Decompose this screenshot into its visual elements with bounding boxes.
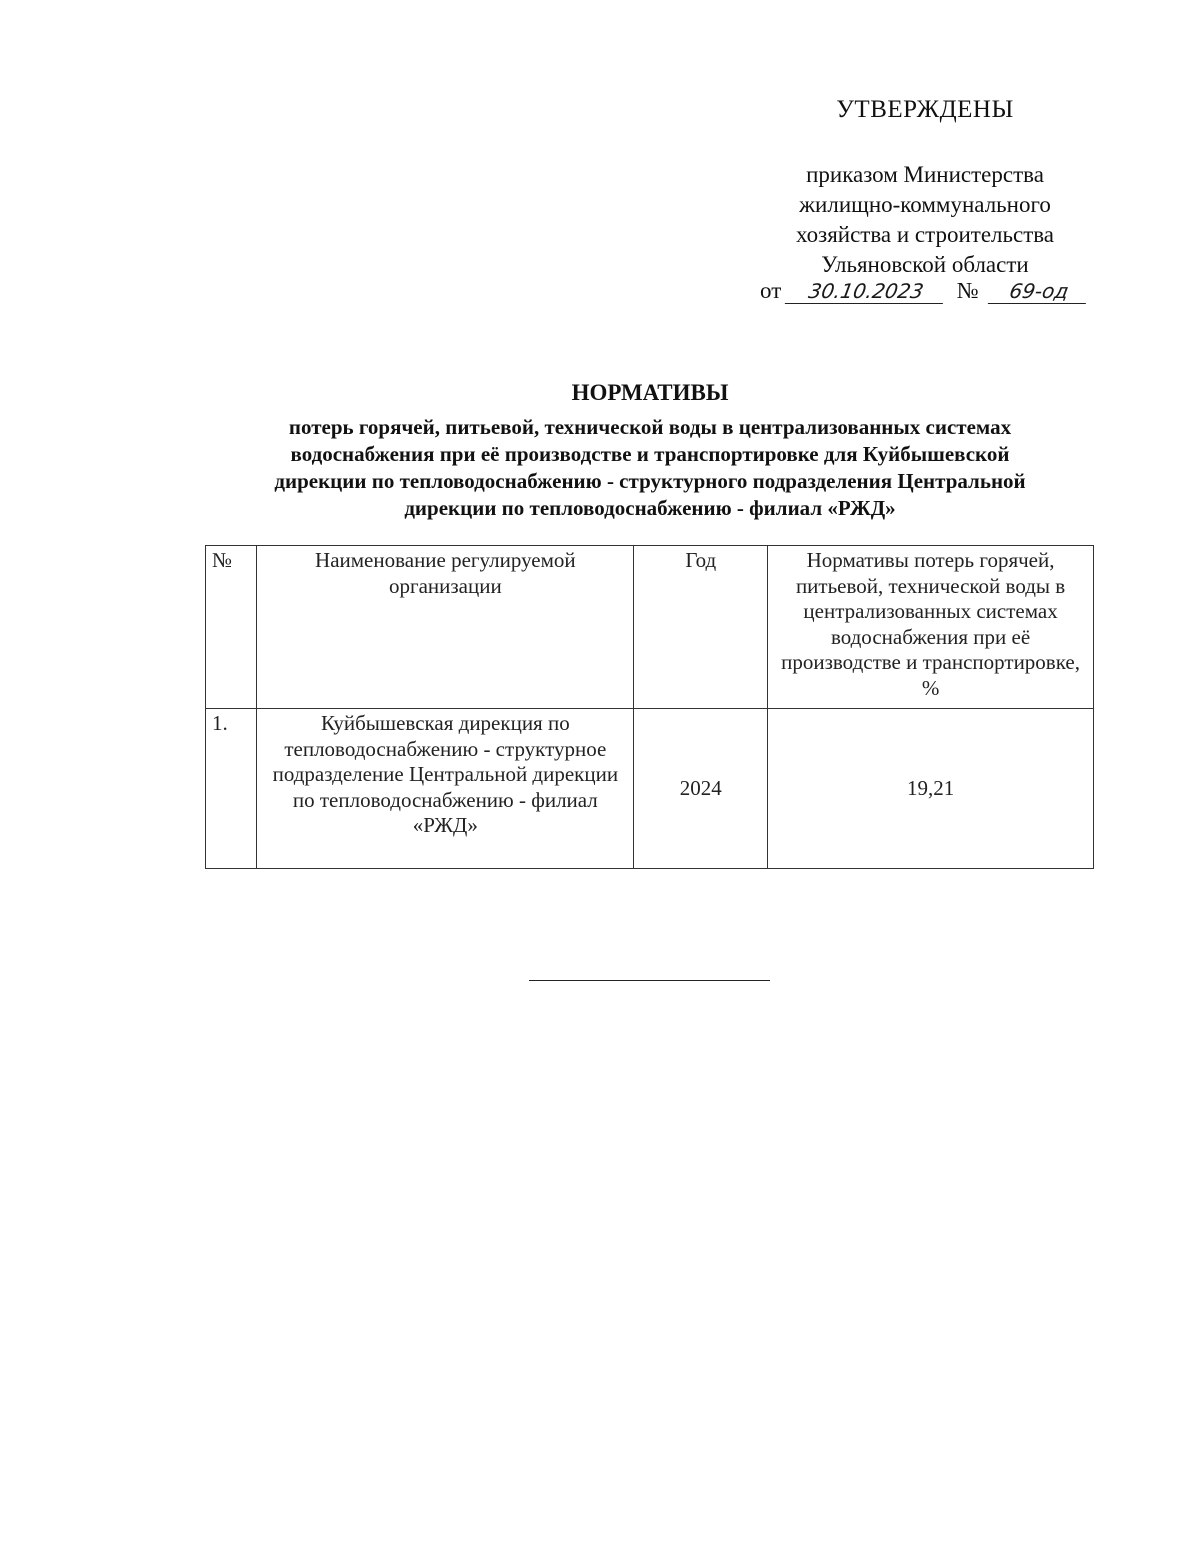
document-subtitle [200,414,1100,522]
number-label: № [956,278,979,303]
row-loss-norm: 19,21 [768,709,1094,869]
approval-authority [745,160,1105,280]
subtitle-line: потерь горячей, питьевой, технической воды в централизованных системах [288,415,1012,439]
table-header-row [206,546,1094,709]
approval-line: приказом Министерства [806,162,1044,187]
norms-table [205,545,1094,869]
approval-line: жилищно-коммунального [799,192,1051,217]
approval-line: Ульяновской области [821,252,1029,277]
subtitle-line: водоснабжения при её производстве и транспортировке для Куйбышевской [290,442,1010,466]
header-number: № [206,546,257,709]
row-number: 1. [206,709,257,869]
subtitle-line: дирекции по тепловодоснабжению - филиал «РЖД» [404,496,896,520]
header-loss-norms: Нормативы потерь горячей, питьевой, технической воды в централизованных системах водоснабжения при её производстве и транспортировке, % [768,546,1094,709]
approval-line: хозяйства и строительства [795,222,1055,247]
header-organization-name: Наименование регулируемой организации [257,546,634,709]
table-row [206,709,1094,869]
row-organization-name: Куйбышевская дирекция по тепловодоснабжению - структурное подразделение Центральной дирекции по тепловодоснабжению - филиал «РЖД» [257,709,634,869]
order-reference [760,278,1100,304]
order-number-handwritten: 69-од [988,279,1090,304]
row-year: 2024 [634,709,768,869]
header-year: Год [634,546,768,709]
document-title: НОРМАТИВЫ [571,380,729,405]
approval-heading: УТВЕРЖДЕНЫ [836,96,1014,123]
date-prefix: от [760,278,782,303]
order-date-handwritten: 30.10.2023 [785,279,947,304]
subtitle-line: дирекции по тепловодоснабжению - структурного подразделения Центральной [274,469,1026,493]
end-divider [529,980,770,981]
